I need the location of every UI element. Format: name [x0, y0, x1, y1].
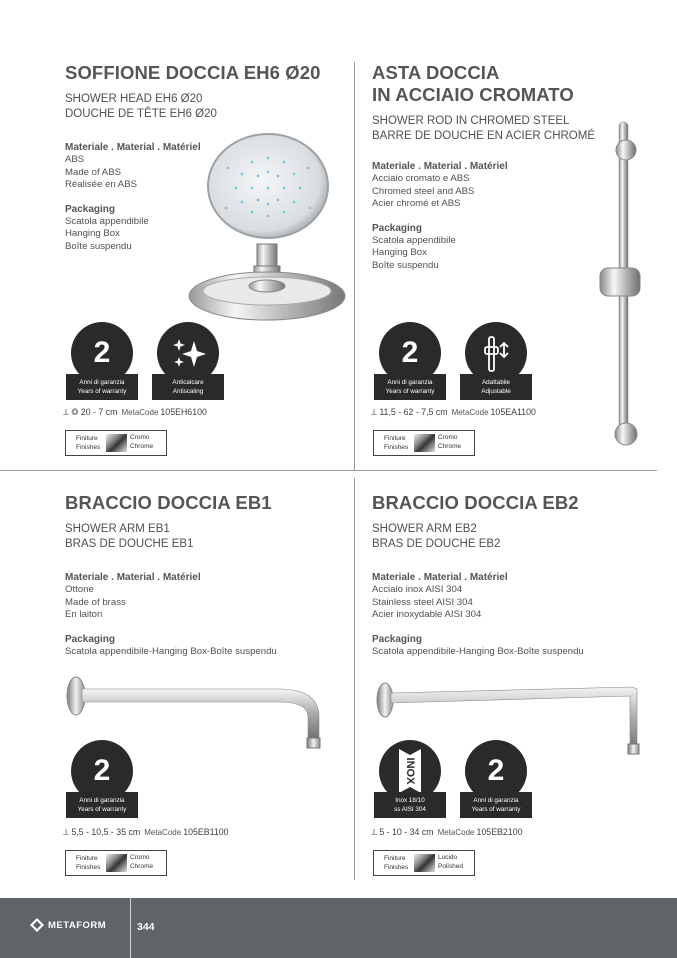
vertical-divider-top: [354, 62, 355, 470]
dimensions-value: 5,5 - 10,5 - 35 cm: [71, 827, 141, 837]
badge-line-1: Anni di garanzia: [473, 797, 519, 804]
packaging-label: Packaging: [65, 633, 116, 645]
badge-line-2: Adjustable: [481, 388, 511, 395]
dimensions-row: [63, 827, 229, 838]
antiscaling-badge: [154, 322, 222, 395]
warranty-number: 2: [379, 322, 441, 384]
dimensions-row: [371, 407, 536, 418]
material-fr: Acier chromé et ABS: [372, 198, 461, 209]
product-shower-arm-eb2: [372, 492, 652, 658]
subtitle-fr: BARRE DE DOUCHE EN ACIER CHROMÉ: [372, 130, 596, 142]
packaging-text: Scatola appendibile-Hanging Box-Boîte suspendu: [65, 645, 277, 657]
finish-value: [438, 853, 463, 871]
warranty-number: 2: [71, 322, 133, 384]
finish-value: [130, 853, 153, 871]
shower-head-image: [186, 128, 348, 326]
page-number: 344: [137, 921, 155, 933]
badge-line-1: Anni di garanzia: [387, 379, 433, 386]
material-en: Made of ABS: [65, 166, 121, 178]
finishes-box: [373, 430, 475, 456]
product-code: 105EH6100: [160, 407, 207, 417]
subtitle-en: SHOWER ARM EB1: [65, 523, 170, 535]
badge-line-1: Anni di garanzia: [79, 797, 125, 804]
material-fr: Réalisée en ABS: [65, 179, 137, 190]
finishes-box: [373, 850, 475, 876]
warranty-badge: [376, 322, 444, 395]
product-subtitle: [65, 522, 345, 552]
badge-line-1: Anni di garanzia: [79, 379, 125, 386]
finish-swatch: [414, 434, 435, 452]
finish-swatch: [414, 854, 435, 872]
product-title: [372, 62, 612, 106]
packaging-text: Scatola appendibile-Hanging Box-Boîte suspendu: [372, 645, 584, 657]
dimensions-value: 11,5 - 62 - 7,5 cm: [379, 407, 448, 417]
title-line-2: IN ACCIAIO CROMATO: [372, 84, 574, 105]
badge-line-2: Years of warranty: [77, 806, 127, 813]
inox-badge: [376, 740, 444, 813]
dimension-icon: ⟂: [63, 407, 69, 417]
adjustable-badge-text: [460, 374, 532, 400]
material-label: Materiale . Material . Matériel: [372, 572, 508, 583]
finish-en: Chrome: [438, 443, 462, 450]
finishes-label: [384, 854, 408, 872]
badge-line-2: Years of warranty: [471, 806, 521, 813]
finish-en: Polished: [438, 863, 463, 870]
material-label: Materiale . Material . Matériel: [65, 572, 201, 583]
dimension-icon: ⟂: [371, 407, 380, 417]
antiscaling-badge-text: [152, 374, 224, 400]
packaging-label: Packaging: [372, 633, 423, 645]
warranty-number: 2: [71, 740, 133, 802]
material-fr: En laiton: [65, 609, 103, 620]
badge-line-2: Years of warranty: [77, 388, 127, 395]
finish-value: [438, 433, 461, 451]
packaging-it: Scatola appendibile: [372, 234, 456, 246]
material-it: Acciaio cromato e ABS: [372, 173, 470, 184]
finish-it: Cromo: [438, 434, 458, 441]
finishes-label: [384, 434, 408, 452]
metacode-label: MetaCode: [121, 408, 159, 417]
horizontal-divider: [0, 470, 657, 471]
packaging-fr: Boîte suspendu: [372, 259, 439, 271]
product-code: 105EA1100: [490, 407, 536, 417]
material-en: Chromed steel and ABS: [372, 185, 475, 197]
finish-en: Chrome: [130, 863, 154, 870]
subtitle-en: SHOWER ARM EB2: [372, 523, 477, 535]
warranty-badge: [68, 322, 136, 395]
subtitle-en: SHOWER ROD IN CHROMED STEEL: [372, 115, 570, 127]
product-shower-rod: [372, 62, 612, 272]
product-title: BRACCIO DOCCIA EB1: [65, 492, 272, 513]
inox-badge-text: [374, 792, 446, 818]
brand-name: METAFORM: [48, 919, 107, 931]
subtitle-fr: DOUCHE DE TÊTE EH6 Ø20: [65, 108, 217, 120]
finish-it: Cromo: [130, 854, 150, 861]
finish-it: Lucido: [438, 854, 458, 861]
footer-separator: [130, 898, 131, 958]
product-title: BRACCIO DOCCIA EB2: [372, 492, 579, 513]
product-subtitle: [372, 522, 652, 552]
material-label: Materiale . Material . Matériel: [372, 161, 508, 172]
finish-label-en: Finishes: [384, 864, 409, 871]
badge-line-1: Anticalcare: [172, 379, 204, 386]
finish-label-it: Finiture: [384, 435, 406, 442]
material-it: Ottone: [65, 584, 94, 595]
material-it: ABS: [65, 154, 85, 165]
warranty-badge-text: [66, 374, 138, 400]
subtitle-fr: BRAS DE DOUCHE EB1: [65, 538, 194, 550]
warranty-badge: [68, 740, 136, 813]
finish-label-it: Finiture: [76, 435, 98, 442]
dimensions-row: [63, 407, 207, 418]
finishes-box: [65, 850, 167, 876]
badge-line-2: Antiscaling: [172, 388, 204, 395]
finishes-label: [76, 434, 100, 452]
warranty-badge-text: [66, 792, 138, 818]
finish-label-en: Finishes: [76, 444, 101, 451]
finishes-box: [65, 430, 167, 456]
shower-rod-image: [596, 118, 646, 452]
subtitle-en: SHOWER HEAD EH6 Ø20: [65, 93, 203, 105]
dimensions-value: 20 - 7 cm: [80, 407, 118, 417]
badge-line-2: ss AISI 304: [394, 806, 426, 813]
adjustable-badge: [462, 322, 530, 395]
finish-label-it: Finiture: [384, 855, 406, 862]
badge-line-2: Years of warranty: [385, 388, 435, 395]
warranty-badge-text: [374, 374, 446, 400]
material-en: Stainless steel AISI 304: [372, 596, 473, 608]
finish-en: Chrome: [130, 443, 154, 450]
finish-value: [130, 433, 153, 451]
finishes-label: [76, 854, 100, 872]
title-line-1: ASTA DOCCIA: [372, 62, 500, 83]
finish-swatch: [106, 434, 127, 452]
diameter-icon: ◎: [68, 407, 81, 417]
material-label: Materiale . Material . Matériel: [65, 142, 201, 153]
packaging-label: Packaging: [65, 203, 116, 215]
warranty-badge-text: [460, 792, 532, 818]
finish-it: Cromo: [130, 434, 150, 441]
dimension-icon: ⟂: [371, 827, 380, 837]
finish-swatch: [106, 854, 127, 872]
material-fr: Acier inoxydable AISI 304: [372, 609, 482, 620]
finish-label-en: Finishes: [76, 864, 101, 871]
dimensions-value: 5 - 10 - 34 cm: [379, 827, 434, 837]
badge-line-1: Inox 18/10: [395, 797, 425, 804]
finish-label-it: Finiture: [76, 855, 98, 862]
packaging-label: Packaging: [372, 222, 423, 234]
logo-diamond-icon: [30, 918, 44, 932]
warranty-number: 2: [465, 740, 527, 802]
packaging-fr: Boîte suspendu: [65, 240, 132, 252]
subtitle-fr: BRAS DE DOUCHE EB2: [372, 538, 501, 550]
product-subtitle: [65, 92, 345, 122]
inox-text: INOX: [404, 757, 417, 785]
finish-label-en: Finishes: [384, 444, 409, 451]
metaform-logo: [30, 918, 106, 932]
packaging-en: Hanging Box: [372, 247, 427, 258]
vertical-divider-bottom: [354, 478, 355, 880]
product-code: 105EB2100: [476, 827, 523, 837]
material-en: Made of brass: [65, 596, 126, 608]
dimension-icon: ⟂: [63, 827, 72, 837]
page-footer: [0, 898, 677, 958]
metacode-label: MetaCode: [437, 828, 475, 837]
metacode-label: MetaCode: [144, 828, 182, 837]
warranty-badge: [462, 740, 530, 813]
product-code: 105EB1100: [183, 827, 229, 837]
product-subtitle: [372, 114, 612, 144]
product-title: SOFFIONE DOCCIA EH6 Ø20: [65, 62, 321, 83]
material-it: Acciaio inox AISI 304: [372, 584, 463, 595]
product-shower-arm-eb1: [65, 492, 345, 658]
packaging-it: Scatola appendibile: [65, 215, 149, 227]
metacode-label: MetaCode: [451, 408, 489, 417]
packaging-en: Hanging Box: [65, 228, 120, 239]
badge-line-1: Adattabile: [481, 379, 510, 386]
dimensions-row: [371, 827, 523, 838]
